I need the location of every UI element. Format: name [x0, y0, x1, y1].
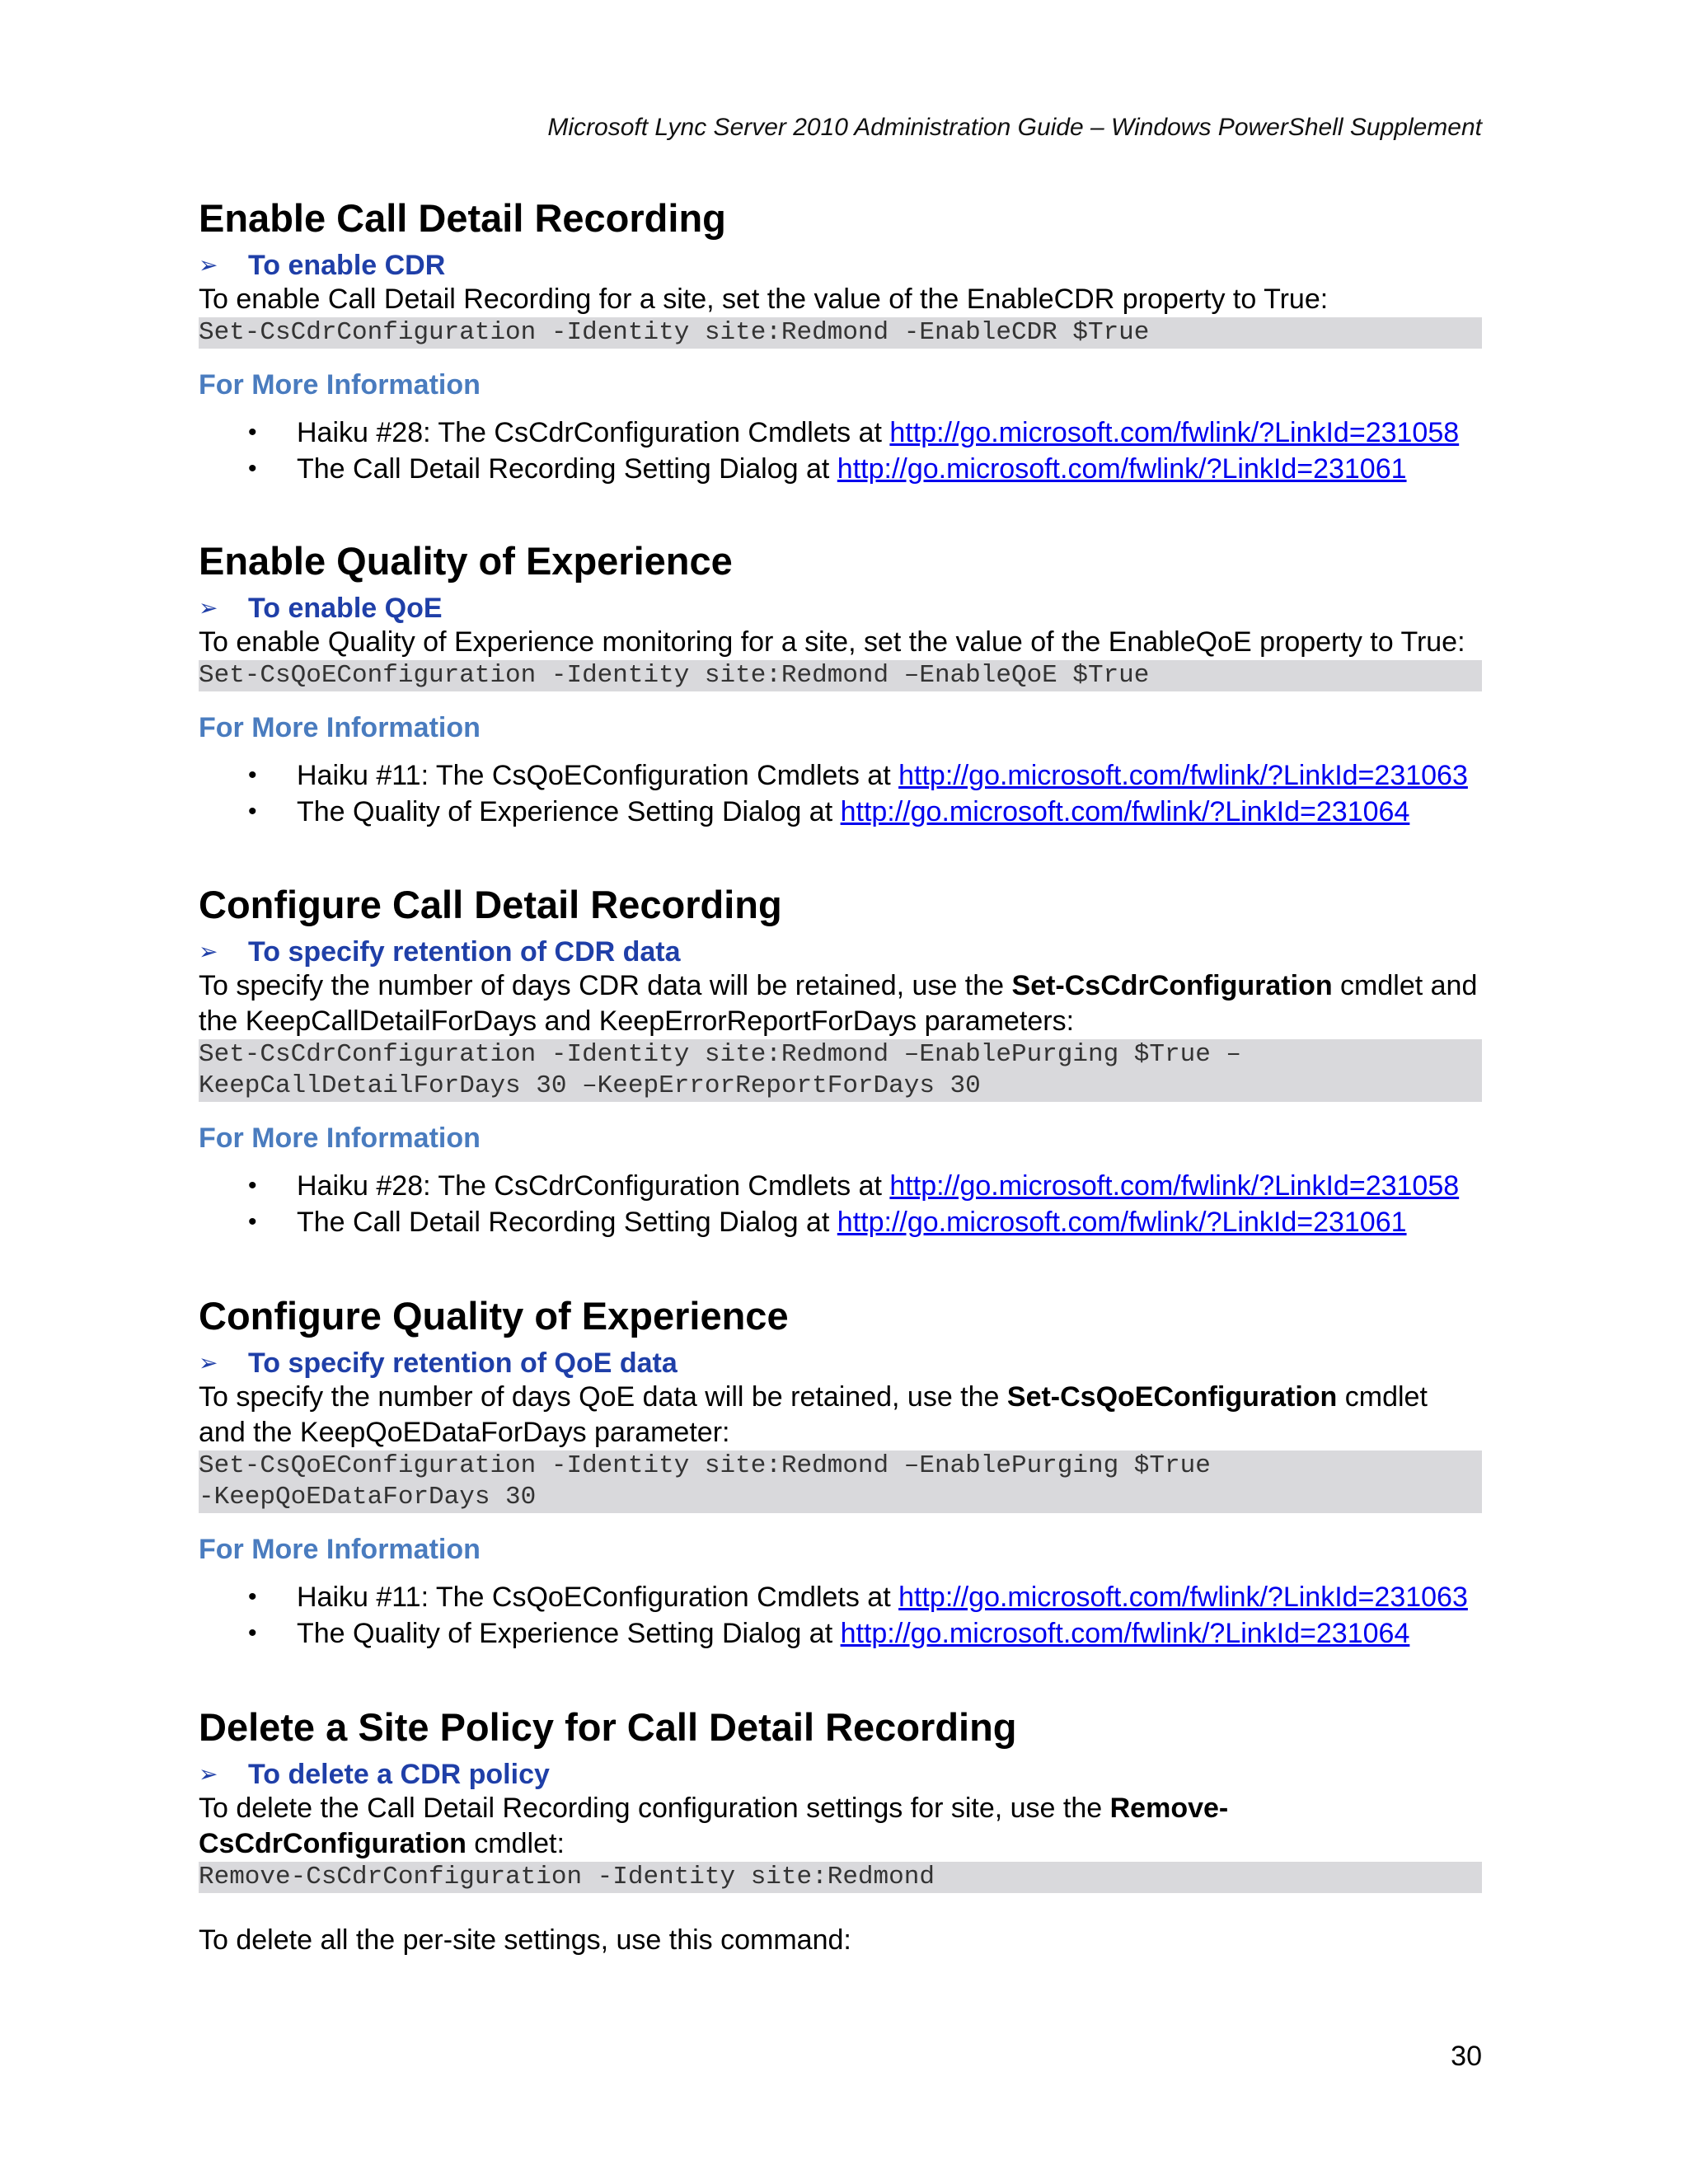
link-list: [199, 757, 1482, 830]
body-text: To specify the number of days CDR data will be retained, use the Set-CsCdrConfiguration cmdlet and the KeepCallDetailForDays and KeepErrorReportForDays parameters:: [199, 970, 1478, 1037]
section-heading: Configure Call Detail Recording: [199, 883, 782, 926]
section-enable-qoe: [199, 539, 1482, 830]
link-list: [199, 415, 1482, 487]
body-text: To enable Call Detail Recording for a site, set the value of the EnableCDR property to True:: [199, 284, 1329, 315]
list-item: • Haiku #11: The CsQoEConfiguration Cmdlets at http://go.microsoft.com/fwlink/?LinkId=231063: [199, 1579, 1482, 1615]
list-item: • The Call Detail Recording Setting Dialog at http://go.microsoft.com/fwlink/?LinkId=231061: [199, 1204, 1482, 1240]
bullet-icon: •: [248, 1619, 257, 1647]
section-enable-cdr: [199, 196, 1482, 487]
code-block: Remove-CsCdrConfiguration -Identity site:Redmond: [199, 1862, 1482, 1893]
more-info-heading: For More Information: [199, 712, 481, 743]
link-list: [199, 1168, 1482, 1240]
procedure-label: To specify retention of QoE data: [248, 1347, 678, 1379]
list-item: • Haiku #11: The CsQoEConfiguration Cmdlets at http://go.microsoft.com/fwlink/?LinkId=231063: [199, 757, 1482, 794]
reference-link[interactable]: http://go.microsoft.com/fwlink/?LinkId=231064: [840, 796, 1410, 827]
more-info-heading: For More Information: [199, 369, 481, 401]
body-text: To delete the Call Detail Recording configuration settings for site, use the Remove-CsCdrConfiguration cmdlet:: [199, 1793, 1229, 1859]
bullet-icon: •: [248, 798, 257, 825]
procedure-label: To delete a CDR policy: [248, 1759, 550, 1790]
arrow-right-icon: ➢: [199, 1761, 218, 1787]
bullet-icon: •: [248, 762, 257, 789]
list-item: • Haiku #28: The CsCdrConfiguration Cmdlets at http://go.microsoft.com/fwlink/?LinkId=231058: [199, 1168, 1482, 1204]
procedure-heading: [199, 249, 1482, 282]
reference-link[interactable]: http://go.microsoft.com/fwlink/?LinkId=231058: [889, 417, 1460, 448]
bullet-icon: •: [248, 419, 257, 446]
section-delete-cdr-policy: [199, 1705, 1482, 1958]
list-item: • The Call Detail Recording Setting Dialog at http://go.microsoft.com/fwlink/?LinkId=231061: [199, 451, 1482, 487]
procedure-label: To enable CDR: [248, 250, 446, 281]
link-list: [199, 1579, 1482, 1652]
section-heading: Configure Quality of Experience: [199, 1294, 789, 1338]
reference-link[interactable]: http://go.microsoft.com/fwlink/?LinkId=231058: [889, 1170, 1460, 1202]
reference-link[interactable]: http://go.microsoft.com/fwlink/?LinkId=231064: [840, 1618, 1410, 1649]
section-heading: Enable Call Detail Recording: [199, 196, 726, 240]
code-block: Set-CsQoEConfiguration -Identity site:Redmond –EnableQoE $True: [199, 660, 1482, 691]
list-item: • The Quality of Experience Setting Dialog at http://go.microsoft.com/fwlink/?LinkId=231064: [199, 1615, 1482, 1652]
procedure-heading: [199, 592, 1482, 625]
arrow-right-icon: ➢: [199, 595, 218, 621]
more-info-heading: For More Information: [199, 1534, 481, 1565]
procedure-heading: [199, 935, 1482, 968]
page-number: 30: [1451, 2041, 1482, 2072]
procedure-label: To specify retention of CDR data: [248, 936, 681, 968]
bullet-icon: •: [248, 1583, 257, 1610]
arrow-right-icon: ➢: [199, 1350, 218, 1376]
body-text: To specify the number of days QoE data will be retained, use the Set-CsQoEConfiguration cmdlet and the KeepQoEDataForDays parameter:: [199, 1381, 1428, 1448]
list-item: • The Quality of Experience Setting Dialog at http://go.microsoft.com/fwlink/?LinkId=231064: [199, 794, 1482, 830]
body-text: To enable Quality of Experience monitoring for a site, set the value of the EnableQoE property to True:: [199, 626, 1465, 658]
list-item: • Haiku #28: The CsCdrConfiguration Cmdlets at http://go.microsoft.com/fwlink/?LinkId=231058: [199, 415, 1482, 451]
bullet-icon: •: [248, 1208, 257, 1235]
section-heading: Delete a Site Policy for Call Detail Recording: [199, 1705, 1017, 1749]
procedure-heading: [199, 1347, 1482, 1380]
arrow-right-icon: ➢: [199, 939, 218, 964]
bullet-icon: •: [248, 455, 257, 482]
reference-link[interactable]: http://go.microsoft.com/fwlink/?LinkId=231061: [837, 453, 1407, 485]
running-header: Microsoft Lync Server 2010 Administration Guide – Windows PowerShell Supplement: [547, 114, 1482, 141]
code-block: Set-CsQoEConfiguration -Identity site:Redmond –EnablePurging $True -KeepQoEDataForDays 30: [199, 1451, 1482, 1513]
code-block: Set-CsCdrConfiguration -Identity site:Redmond -EnableCDR $True: [199, 317, 1482, 349]
section-heading: Enable Quality of Experience: [199, 539, 733, 583]
section-configure-qoe: [199, 1294, 1482, 1652]
procedure-label: To enable QoE: [248, 593, 443, 624]
trailing-text: To delete all the per-site settings, use this command:: [199, 1924, 851, 1956]
reference-link[interactable]: http://go.microsoft.com/fwlink/?LinkId=231063: [898, 760, 1468, 791]
bullet-icon: •: [248, 1172, 257, 1199]
more-info-heading: For More Information: [199, 1122, 481, 1154]
arrow-right-icon: ➢: [199, 252, 218, 278]
code-block: Set-CsCdrConfiguration -Identity site:Redmond –EnablePurging $True – KeepCallDetailForDays 30 –KeepErrorReportForDays 30: [199, 1039, 1482, 1102]
reference-link[interactable]: http://go.microsoft.com/fwlink/?LinkId=231061: [837, 1207, 1407, 1238]
section-configure-cdr: [199, 883, 1482, 1240]
reference-link[interactable]: http://go.microsoft.com/fwlink/?LinkId=231063: [898, 1582, 1468, 1613]
procedure-heading: [199, 1758, 1482, 1791]
